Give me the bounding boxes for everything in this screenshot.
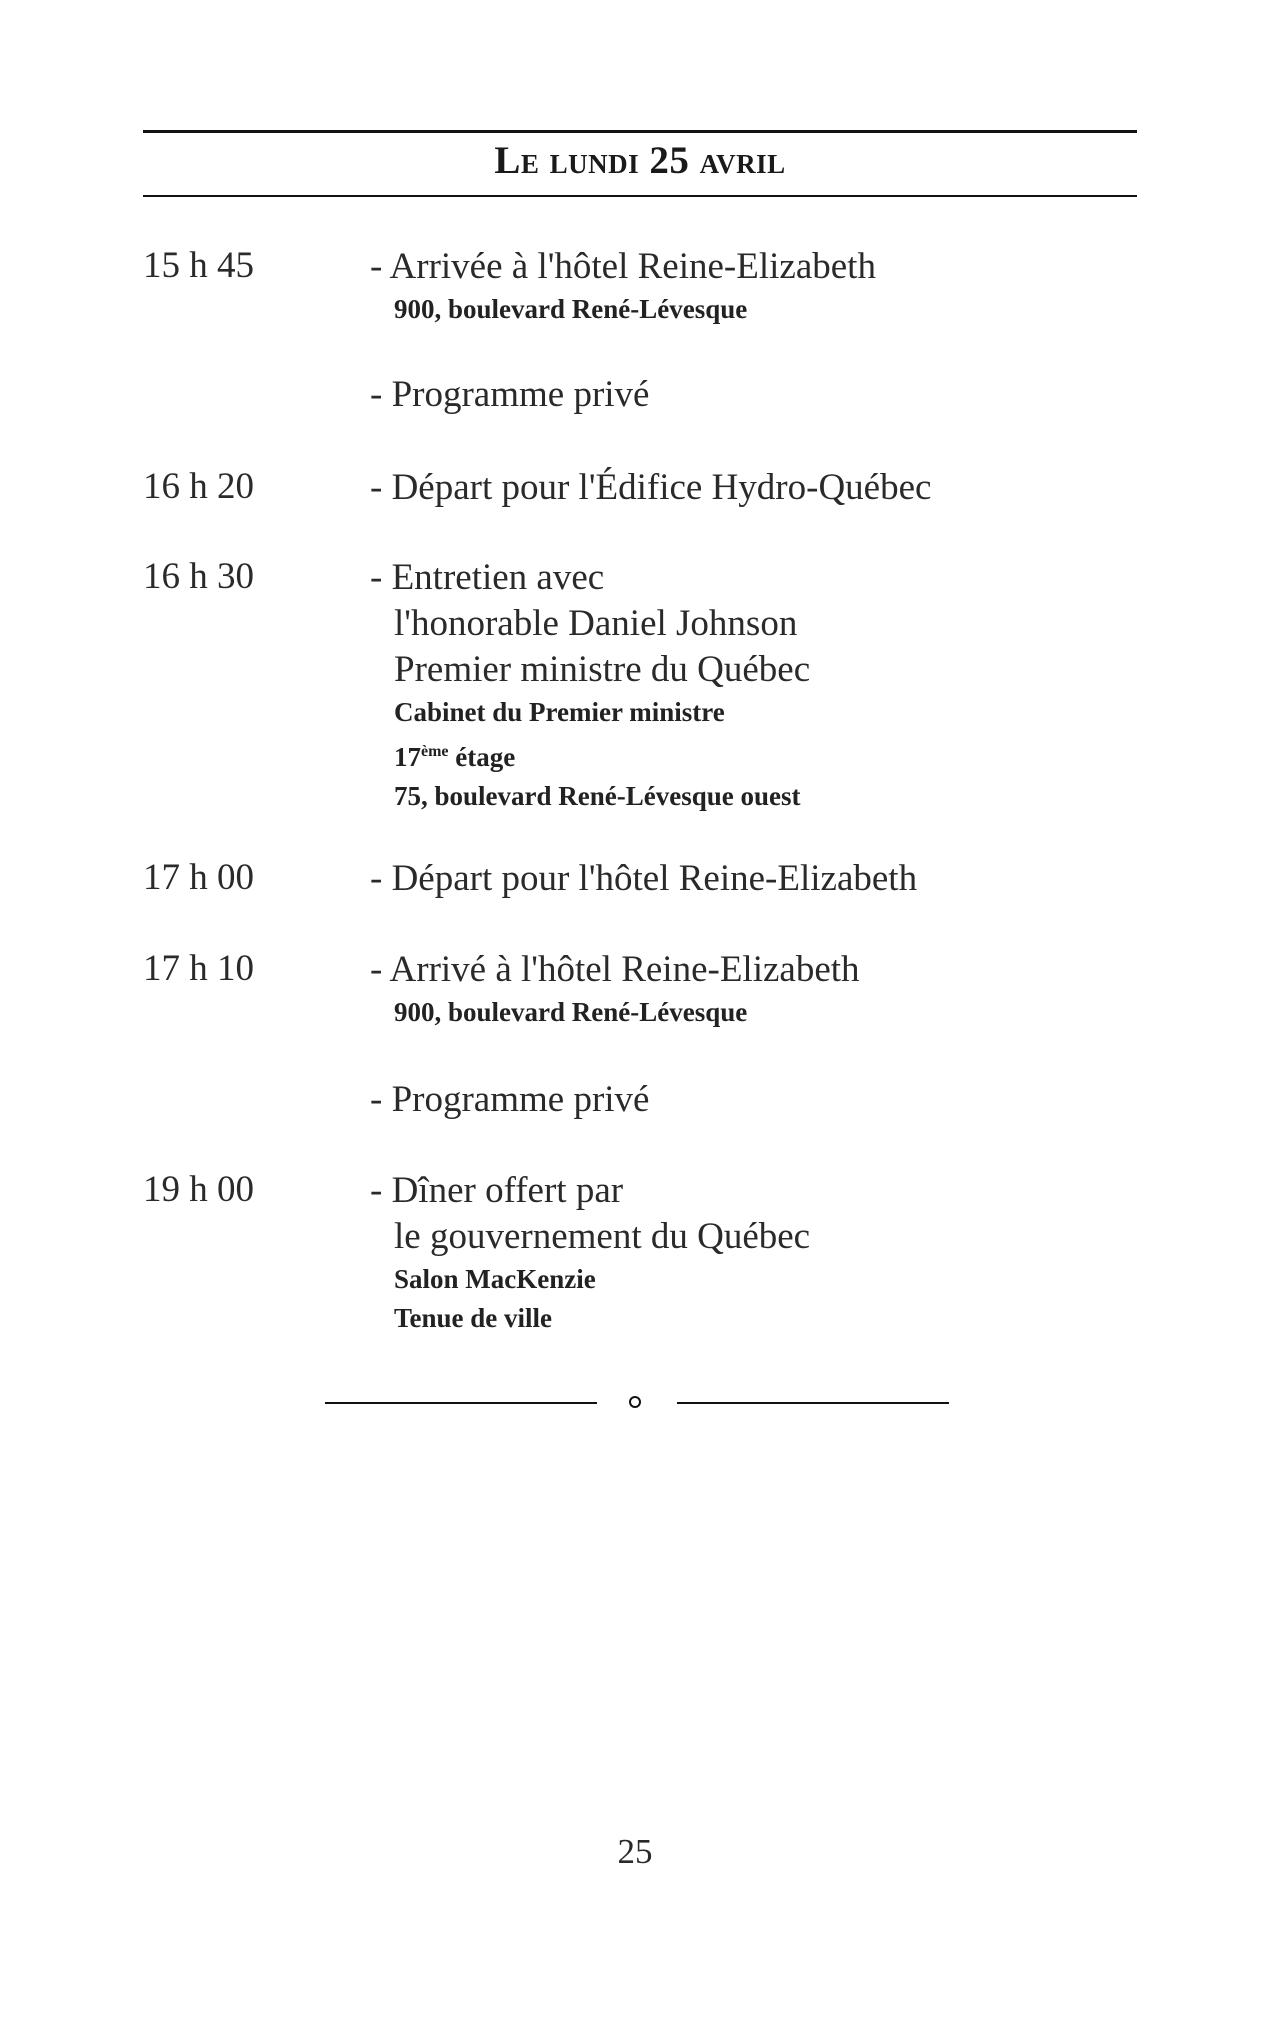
entry-body	[370, 1077, 1130, 1123]
entry-detail: Salon MacKenzie	[394, 1264, 596, 1294]
entry-detail: 900, boulevard René-Lévesque	[394, 294, 748, 324]
entry-line: l'honorable Daniel Johnson	[394, 603, 798, 644]
section-end-ornament	[0, 1393, 1262, 1413]
entry-time: 17 h 10	[143, 948, 254, 989]
top-rule	[143, 130, 1137, 133]
entry-line: - Programme privé	[370, 374, 650, 415]
entry-detail-floor: 17ème étage	[394, 742, 516, 772]
ornament-circle-icon	[629, 1396, 641, 1408]
entry-detail: 900, boulevard René-Lévesque	[394, 997, 748, 1027]
entry-time: 15 h 45	[143, 245, 254, 286]
ornament-line-left	[325, 1402, 597, 1404]
entry-body	[370, 856, 1130, 902]
entry-detail: Tenue de ville	[394, 1303, 553, 1333]
entry-body	[370, 1168, 1130, 1338]
page-number: 25	[617, 1832, 653, 1871]
entry-time: 17 h 00	[143, 857, 254, 898]
entry-detail: Cabinet du Premier ministre	[394, 697, 725, 727]
entry-line: le gouvernement du Québec	[394, 1216, 811, 1257]
entry-detail: 75, boulevard René-Lévesque ouest	[394, 781, 801, 811]
entry-time: 19 h 00	[143, 1169, 254, 1210]
entry-time: 16 h 20	[143, 466, 254, 507]
page-title: Le lundi 25 avril	[494, 139, 786, 182]
entry-body	[370, 947, 1130, 1032]
title-underline	[143, 195, 1137, 197]
entry-line: - Dîner offert par	[370, 1170, 624, 1211]
entry-line: - Arrivé à l'hôtel Reine-Elizabeth	[370, 949, 860, 990]
entry-line: - Entretien avec	[370, 557, 605, 598]
entry-line: - Arrivée à l'hôtel Reine-Elizabeth	[370, 246, 876, 287]
entry-body	[370, 465, 1130, 511]
entry-body	[370, 244, 1130, 329]
entry-time: 16 h 30	[143, 556, 254, 597]
entry-line: - Départ pour l'hôtel Reine-Elizabeth	[370, 858, 918, 899]
entry-line: - Départ pour l'Édifice Hydro-Québec	[370, 467, 932, 508]
entry-line: Premier ministre du Québec	[394, 649, 811, 690]
entry-body	[370, 555, 1130, 816]
ornament-line-right	[677, 1402, 949, 1404]
entry-body	[370, 372, 1130, 418]
entry-line: - Programme privé	[370, 1079, 650, 1120]
